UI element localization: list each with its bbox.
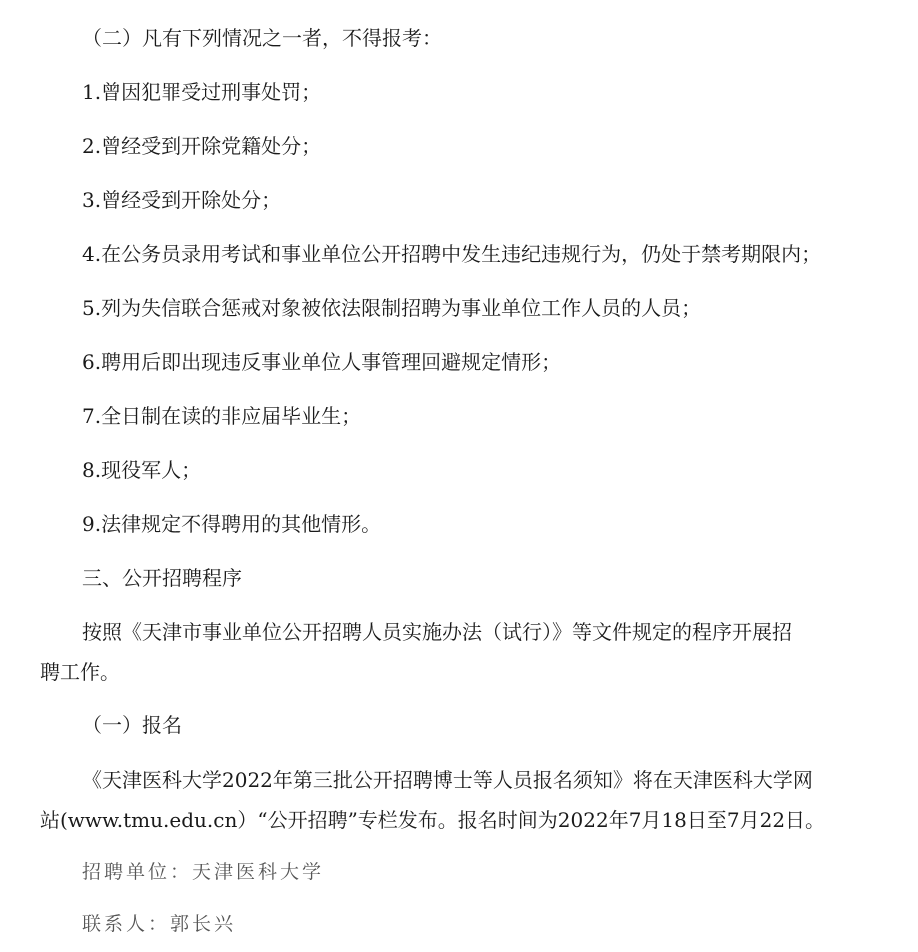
list-item: 6.聘用后即出现违反事业单位人事管理回避规定情形； bbox=[82, 350, 562, 374]
section-heading-procedure: 三、公开招聘程序 bbox=[82, 566, 242, 590]
list-item: 1.曾因犯罪受过刑事处罚； bbox=[82, 80, 322, 104]
section-heading-disqualifications: （二）凡有下列情况之一者，不得报考： bbox=[82, 26, 442, 50]
contact-person: 联系人：郭长兴 bbox=[82, 913, 237, 935]
list-item: 7.全日制在读的非应届毕业生； bbox=[82, 404, 362, 428]
paragraph-line: 聘工作。 bbox=[40, 660, 120, 684]
subsection-heading-registration: （一）报名 bbox=[82, 713, 182, 737]
paragraph-line: 站(www.tmu.edu.cn）“公开招聘”专栏发布。报名时间为2022年7月18日至7月22日。 bbox=[40, 808, 826, 832]
list-item: 3.曾经受到开除处分； bbox=[82, 188, 282, 212]
paragraph-line: 《天津医科大学2022年第三批公开招聘博士等人员报名须知》将在天津医科大学网 bbox=[82, 768, 813, 792]
list-item: 9.法律规定不得聘用的其他情形。 bbox=[82, 512, 382, 536]
paragraph-line: 按照《天津市事业单位公开招聘人员实施办法（试行）》等文件规定的程序开展招 bbox=[82, 620, 792, 644]
list-item: 2.曾经受到开除党籍处分； bbox=[82, 134, 322, 158]
list-item: 4.在公务员录用考试和事业单位公开招聘中发生违纪违规行为，仍处于禁考期限内； bbox=[82, 242, 822, 266]
list-item: 5.列为失信联合惩戒对象被依法限制招聘为事业单位工作人员的人员； bbox=[82, 296, 702, 320]
recruiting-unit: 招聘单位：天津医科大学 bbox=[82, 861, 325, 883]
list-item: 8.现役军人； bbox=[82, 458, 202, 482]
